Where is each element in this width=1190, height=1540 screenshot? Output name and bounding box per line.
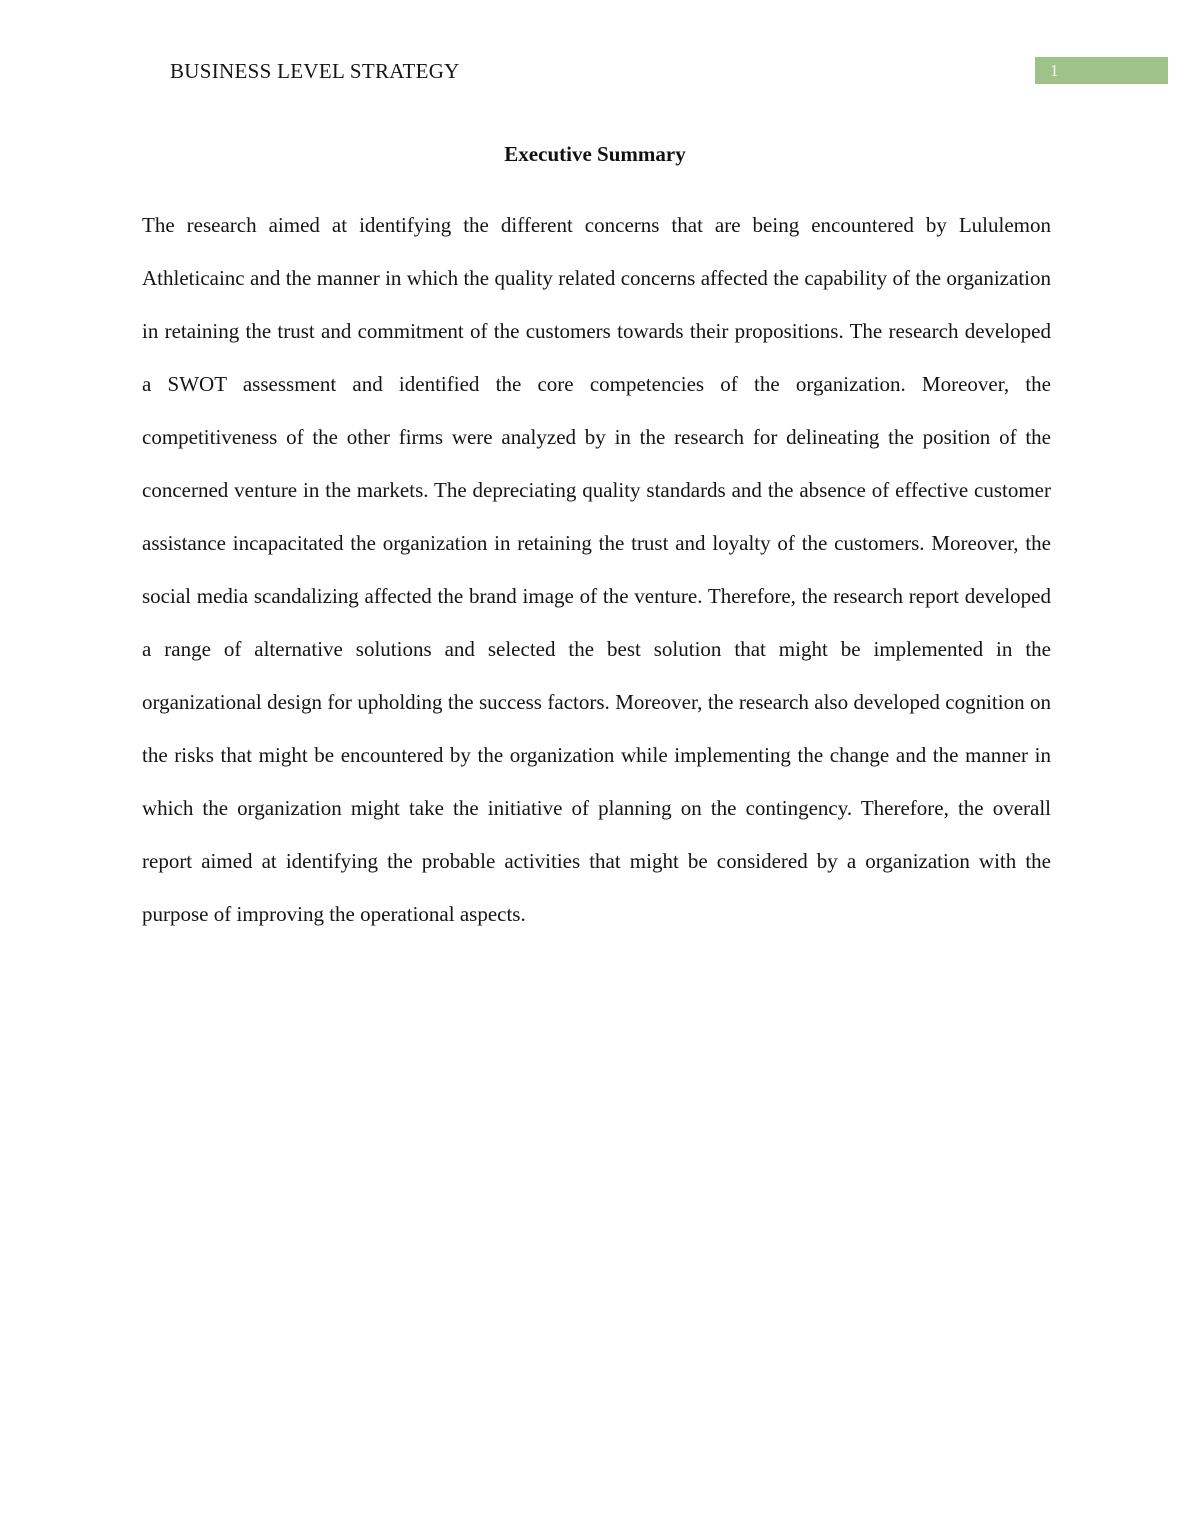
- page-number: 1: [1050, 60, 1059, 80]
- page-number-badge: [1035, 57, 1168, 84]
- body-paragraph: The research aimed at identifying the different concerns that are being encountered by Lululemon Athleticainc and the manner in which the quality related concerns affected the capability of the organization in retaining the trust and commitment of the customers towards their propositions. The research developed a SWOT assessment and identified the core competencies of the organization. Moreover, the competitiveness of the other firms were analyzed by in the research for delineating the position of the concerned venture in the markets. The depreciating quality standards and the absence of effective customer assistance incapacitated the organization in retaining the trust and loyalty of the customers. Moreover, the social media scandalizing affected the brand image of the venture. Therefore, the research report developed a range of alternative solutions and selected the best solution that might be implemented in the organizational design for upholding the success factors. Moreover, the research also developed cognition on the risks that might be encountered by the organization while implementing the change and the manner in which the organization might take the initiative of planning on the contingency. Therefore, the overall report aimed at identifying the probable activities that might be considered by a organization with the purpose of improving the operational aspects.: [142, 213, 1051, 926]
- document-title: Executive Summary: [504, 142, 686, 166]
- running-head: BUSINESS LEVEL STRATEGY: [170, 59, 460, 83]
